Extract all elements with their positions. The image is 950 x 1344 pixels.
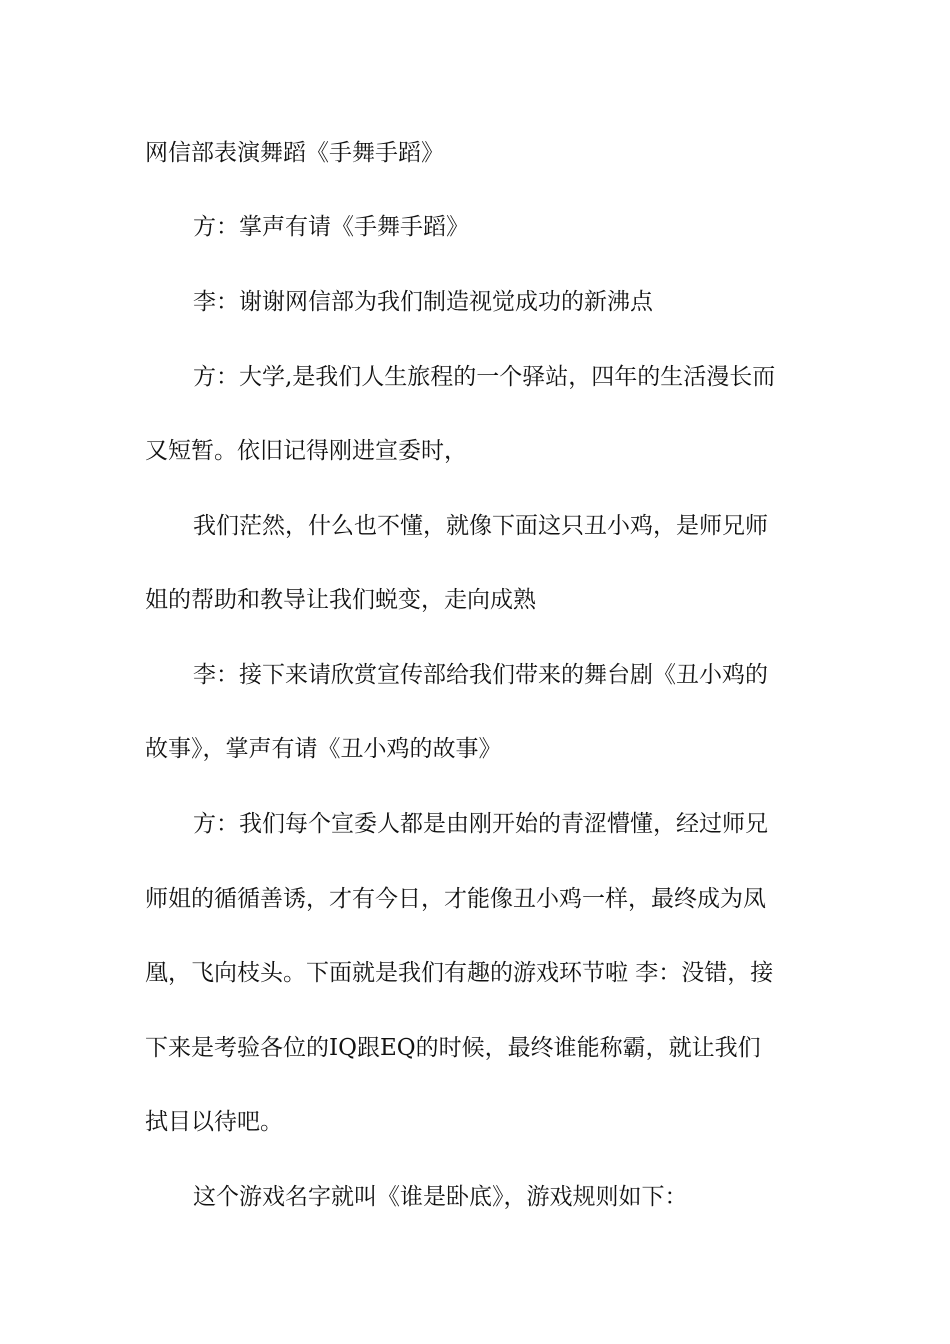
text-line: 我们茫然，什么也不懂，就像下面这只丑小鸡，是师兄师 — [193, 513, 768, 539]
text-line: 又短暂。依旧记得刚进宣委时， — [145, 438, 467, 464]
text-line: 姐的帮助和教导让我们蜕变，走向成熟 — [145, 587, 536, 613]
text-line: 师姐的循循善诱，才有今日，才能像丑小鸡一样，最终成为凤 — [145, 886, 766, 912]
text-line: 网信部表演舞蹈《手舞手蹈》 — [145, 140, 444, 166]
text-line: 拭目以待吧。 — [145, 1109, 283, 1135]
text-line: 方：掌声有请《手舞手蹈》 — [193, 214, 469, 240]
text-line: 李：接下来请欣赏宣传部给我们带来的舞台剧《丑小鸡的 — [193, 662, 768, 688]
text-line: 下来是考验各位的IQ跟EQ的时候，最终谁能称霸，就让我们 — [145, 1035, 761, 1061]
text-line: 方：我们每个宣委人都是由刚开始的青涩懵懂，经过师兄 — [193, 811, 768, 837]
text-line: 这个游戏名字就叫《谁是卧底》，游戏规则如下： — [193, 1184, 688, 1210]
text-line: 凰，飞向枝头。下面就是我们有趣的游戏环节啦 李：没错，接 — [145, 960, 774, 986]
text-line: 故事》，掌声有请《丑小鸡的故事》 — [145, 736, 502, 762]
text-line: 方：大学,是我们人生旅程的一个驿站，四年的生活漫长而 — [193, 364, 776, 390]
text-line: 李：谢谢网信部为我们制造视觉成功的新沸点 — [193, 289, 653, 315]
